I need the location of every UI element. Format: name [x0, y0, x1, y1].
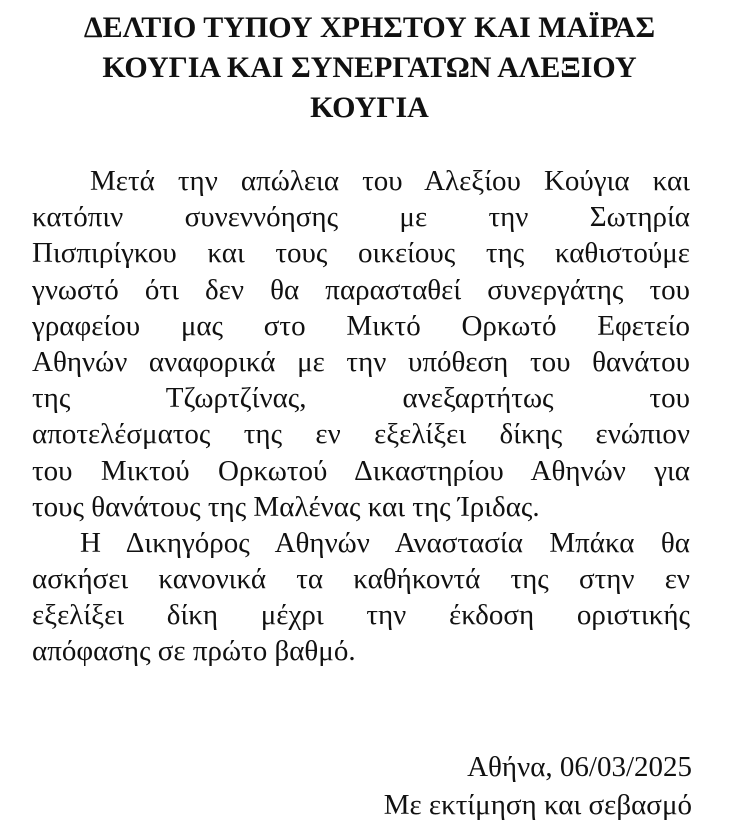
paragraph-line: κατόπιν συνεννόησης με την Σωτηρία [32, 201, 690, 234]
press-release-body [32, 163, 690, 670]
paragraph-line: αποτελέσματος της εν εξελίξει δίκης ενώπιον [32, 418, 690, 451]
paragraph-line: Μετά την απώλεια του Αλεξίου Κούγια και [90, 165, 690, 197]
paragraph-line: του Μικτού Ορκωτού Δικαστηρίου Αθηνών για [32, 454, 690, 487]
paragraph-2 [32, 525, 690, 670]
title-line: ΔΕΛΤΙΟ ΤΥΠΟΥ ΧΡΗΣΤΟΥ ΚΑΙ ΜΑΪΡΑΣ [83, 11, 656, 44]
paragraph-line: γνωστό ότι δεν θα παρασταθεί συνεργάτης του [32, 273, 690, 306]
paragraph-line: εξελίξει δίκη μέχρι την έκδοση οριστικής [32, 599, 690, 632]
paragraph-line: τους θανάτους της Μαλένας και της Ίριδας. [32, 490, 540, 523]
closing-salutation: Με εκτίμηση και σεβασμό [383, 789, 692, 821]
paragraph-line: Αθηνών αναφορικά με την υπόθεση του θανάτου [32, 345, 690, 378]
paragraph-line: ασκήσει κανονικά τα καθήκοντά της στην εν [32, 563, 690, 596]
place-date: Αθήνα, 06/03/2025 [467, 751, 692, 783]
paragraph-line: απόφασης σε πρώτο βαθμό. [32, 635, 356, 668]
paragraph-1 [32, 163, 690, 525]
paragraph-line: της Τζωρτζίνας, ανεξαρτήτως του [32, 382, 690, 415]
paragraph-line: Η Δικηγόρος Αθηνών Αναστασία Μπάκα θα [80, 526, 690, 559]
signature-block [384, 748, 692, 824]
paragraph-line: γραφείου μας στο Μικτό Ορκωτό Εφετείο [32, 309, 690, 342]
title-line: ΚΟΥΓΙΑ ΚΑΙ ΣΥΝΕΡΓΑΤΩΝ ΑΛΕΞΙΟΥ [102, 51, 637, 84]
title-line: ΚΟΥΓΙΑ [310, 91, 429, 124]
press-release-title [20, 8, 719, 128]
paragraph-line: Πισπιρίγκου και τους οικείους της καθιστούμε [32, 237, 690, 270]
